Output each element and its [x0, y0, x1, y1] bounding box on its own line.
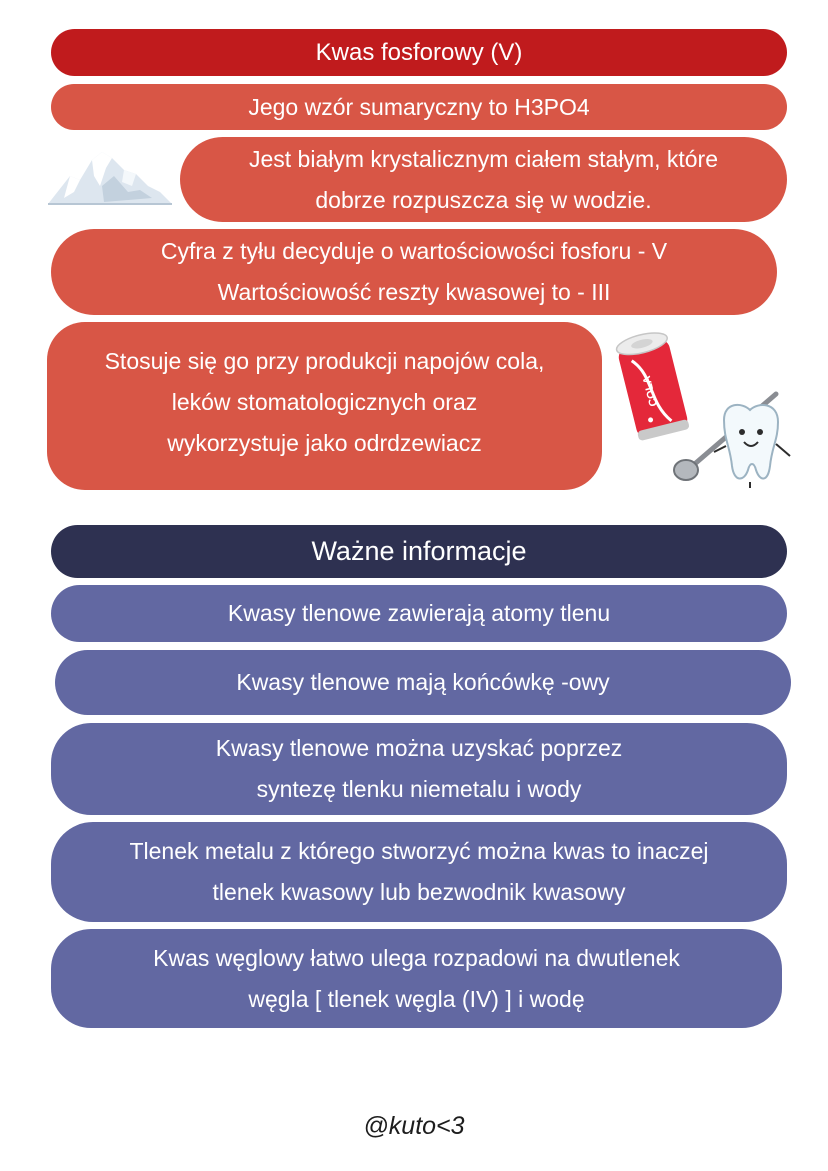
info-item-3-line-1: Kwasy tlenowe można uzyskać poprzez [215, 735, 623, 761]
acid-title [51, 29, 787, 76]
tooth-with-mirror-icon [668, 386, 804, 494]
author-signature: @kuto<3 [363, 1112, 465, 1140]
valence-line-2: Wartościowość reszty kwasowej to - III [217, 279, 611, 305]
info-title [51, 525, 787, 578]
acid-title-text: Kwas fosforowy (V) [315, 39, 523, 66]
formula-text: Jego wzór sumaryczny to H3PO4 [248, 93, 590, 120]
info-title-text: Ważne informacje [311, 536, 527, 566]
usage-line-2: leków stomatologicznych oraz [171, 388, 478, 415]
info-item-3 [51, 723, 787, 815]
info-item-4-line-1: Tlenek metalu z którego stworzyć można kwas to inaczej [129, 838, 709, 864]
crystal-line-2: dobrze rozpuszcza się w wodzie. [315, 186, 652, 213]
info-item-5 [51, 929, 782, 1028]
crystal-line-1: Jest białym krystalicznym ciałem stałym, które [248, 145, 719, 172]
info-item-5-line-1: Kwas węglowy łatwo ulega rozpadowi na dwutlenek [153, 944, 680, 971]
snow-mountain-icon [44, 146, 176, 210]
info-item-3-line-2: syntezę tlenku niemetalu i wody [256, 776, 582, 802]
info-item-1 [51, 585, 787, 642]
info-item-2-text: Kwasy tlenowe mają końcówkę -owy [236, 669, 610, 695]
info-item-4-line-2: tlenek kwasowy lub bezwodnik kwasowy [212, 879, 626, 905]
info-item-4 [51, 822, 787, 922]
usage-line-3: wykorzystuje jako odrdzewiacz [167, 429, 482, 456]
formula-box [51, 84, 787, 130]
valence-line-1: Cyfra z tyłu decyduje o wartościowości fosforu - V [160, 238, 668, 264]
crystal-box [180, 137, 787, 222]
info-item-2 [55, 650, 791, 715]
info-item-5-line-2: węgla [ tlenek węgla (IV) ] i wodę [248, 985, 585, 1012]
info-item-1-text: Kwasy tlenowe zawierają atomy tlenu [227, 600, 611, 626]
valence-box [51, 229, 777, 315]
usage-line-1: Stosuje się go przy produkcji napojów cola, [104, 347, 545, 374]
cola-can-label: COLA [641, 374, 661, 408]
usage-box [47, 322, 602, 490]
